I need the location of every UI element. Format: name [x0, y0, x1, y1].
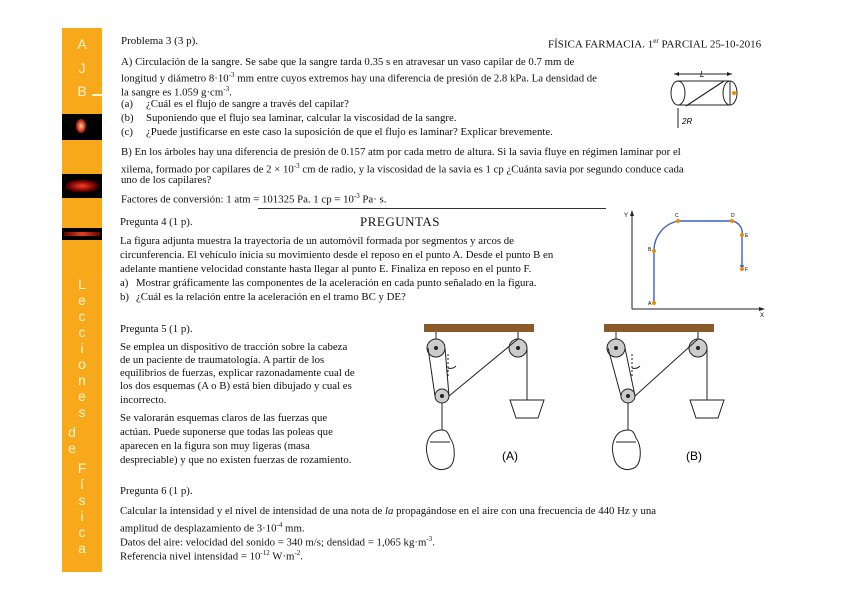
point-label: C — [675, 213, 679, 219]
point-label: E — [745, 233, 749, 239]
sidebar-letter: n — [78, 372, 86, 388]
sidebar-letter: í — [80, 476, 84, 492]
trajectory-path — [654, 221, 742, 303]
q5-line8: aparecen en la figura son muy ligeras (masa — [120, 440, 310, 452]
point-label: B — [648, 247, 652, 253]
sidebar-letter: c — [78, 308, 86, 324]
q5-line7: actúan. Puede suponerse que todas las poleas que — [120, 426, 333, 438]
q5-heading: Pregunta 5 (1 p). — [120, 323, 193, 335]
p3-qc: ¿Puede justificarse en este caso la suposición de que el flujo es laminar? Explicar brevemente. — [146, 126, 553, 138]
sidebar-flame-image — [62, 114, 102, 140]
q4-a: Mostrar gráficamente las componentes de la aceleración en cada punto señalado en la figura. — [136, 277, 537, 289]
sidebar-letter: s — [78, 492, 86, 508]
diagram-label-b: (B) — [686, 449, 702, 463]
y-axis-label: Y — [624, 213, 629, 219]
q4-line2: circunferencia. El vehículo inicia su movimiento desde el reposo en el punto A. Desde el punto B en — [120, 249, 554, 261]
q4-line1: La figura adjunta muestra la trayectoria de un automóvil formada por segmentos y arcos de — [120, 235, 514, 247]
q5-line5: incorrecto. — [120, 394, 167, 406]
q5-line3: equilibrios de fuerzas, explicar razonadamente cual de — [120, 367, 355, 379]
p3-intro-line3: la sangre es 1.059 $g\cdot cm^{-3}$. — [121, 85, 232, 99]
tube-body — [678, 81, 730, 105]
q5-line2: de un paciente de traumatología. A partir de los — [120, 354, 325, 366]
ceiling-beam — [604, 324, 714, 332]
q4-line3: adelante mantiene velocidad constante hasta llegar al punto E. Finaliza en reposo en el punto F. — [120, 263, 532, 275]
sidebar-letter: J — [78, 60, 86, 76]
traction-diagram-b — [598, 322, 728, 474]
p3-qb-label: (b) — [121, 112, 134, 124]
conversion-factors: Factores de conversión: 1 atm = 101325 Pa. 1 cp = $10^{-3}$ Pa· s. — [121, 192, 387, 206]
diagram-label-a: (A) — [502, 449, 518, 463]
traction-diagram-a — [418, 322, 538, 474]
p3-qa: ¿Cuál es el flujo de sangre a través del capilar? — [146, 98, 349, 110]
p3b-line1: B) En los árboles hay una diferencia de presión de 0.157 atm por cada metro de altura. Si la savia fluye en régimen laminar por el — [121, 146, 681, 158]
tube-end-left — [671, 81, 685, 105]
p3-intro-line2: longitud y diámetro $8\cdot 10^{-3}$ mm entre cuyos extremos hay una diferencia de presión de 2.8 kPa. La densidad de — [121, 71, 597, 85]
sidebar-letter: A — [77, 36, 87, 52]
q6-reference: Referencia nivel intensidad = $10^{-12}$ $W\cdot m^{-2}$. — [120, 549, 303, 563]
patient-head — [427, 430, 455, 470]
q4-heading: Pregunta 4 (1 p). — [120, 216, 193, 228]
sidebar-letter: s — [78, 404, 86, 420]
x-axis-label: X — [760, 313, 765, 319]
q4-b: ¿Cuál es la relación entre la aceleración en el tramo BC y DE? — [136, 291, 406, 303]
point-label: D — [731, 213, 735, 219]
sidebar-letter: e — [78, 292, 86, 308]
sidebar-letter: e — [68, 440, 76, 456]
sidebar-letter: a — [78, 540, 86, 556]
weight — [690, 400, 724, 418]
q4-a-label: a) — [120, 277, 129, 289]
problem3-heading: Problema 3 (3 p). — [121, 35, 198, 47]
p3-qc-label: (c) — [121, 126, 133, 138]
course-header: FÍSICA FARMACIA. 1er PARCIAL 25-10-2016 — [548, 37, 762, 51]
patient-head — [613, 430, 641, 470]
tube-length-label: L — [700, 70, 705, 79]
sidebar-ember-image — [62, 174, 102, 198]
point-label: A — [648, 301, 652, 307]
tube-radius-label: 2R — [682, 117, 693, 126]
q5-line4: los dos esquemas (A o B) está bien dibujado y cual es — [120, 380, 352, 392]
ceiling-beam — [424, 324, 534, 332]
preguntas-title: PREGUNTAS — [360, 214, 441, 229]
sidebar-banner — [62, 28, 102, 572]
sidebar-letter: d — [68, 424, 76, 440]
q6-heading: Pregunta 6 (1 p). — [120, 485, 193, 497]
section-divider — [258, 208, 606, 209]
q6-air-data: Datos del aire: velocidad del sonido = 340 m/s; densidad = 1,065 $kg\cdot m^{-3}$. — [120, 535, 435, 549]
sidebar-letter: i — [80, 340, 84, 356]
sidebar-letter: i — [80, 508, 84, 524]
q5-line1: Se emplea un dispositivo de tracción sobre la cabeza — [120, 341, 348, 353]
p3b-line2: xilema, formado por capilares de $2 \times 10^{-3}$ cm de radio, y la viscosidad de la savia es 1 cp ¿Cuánta savia por segundo conduce cada — [121, 162, 684, 176]
q5-line6: Se valorarán esquemas claros de las fuerzas que — [120, 412, 328, 424]
q6-line1: Calcular la intensidad y el nivel de intensidad de una nota de la propagándose en el aire con una frecuencia de 440 Hz y una — [120, 505, 657, 517]
capillary-tube-figure — [664, 66, 744, 136]
p3-qa-label: (a) — [121, 98, 133, 110]
sidebar-letter: o — [78, 356, 86, 372]
p3-qb: Suponiendo que el flujo sea laminar, calcular la viscosidad de la sangre. — [146, 112, 457, 124]
point-label: F — [745, 267, 749, 273]
sidebar-glow-image — [62, 228, 102, 240]
sidebar-tick — [92, 94, 102, 96]
sidebar-letter: c — [78, 524, 86, 540]
sidebar-letter: c — [78, 324, 86, 340]
sidebar-letter: B — [77, 83, 87, 99]
tube-marker — [732, 91, 736, 95]
sidebar-letter: L — [78, 276, 86, 292]
sidebar-letter: F — [77, 460, 87, 476]
q5-line9: despreciable) y que no existen fuerzas de rozamiento. — [120, 454, 352, 466]
trajectory-figure — [622, 205, 768, 319]
p3-intro-line1: A) Circulación de la sangre. Se sabe que la sangre tarda 0.35 s en atravesar un vaso capilar de 0.7 mm de — [121, 56, 575, 68]
q4-b-label: b) — [120, 291, 129, 303]
weight — [510, 400, 544, 418]
sidebar-letter: e — [78, 388, 86, 404]
q6-line2: amplitud de desplazamiento de $3\cdot 10^{-4}$ mm. — [120, 521, 305, 535]
p3b-line3: uno de los capilares? — [121, 174, 212, 186]
